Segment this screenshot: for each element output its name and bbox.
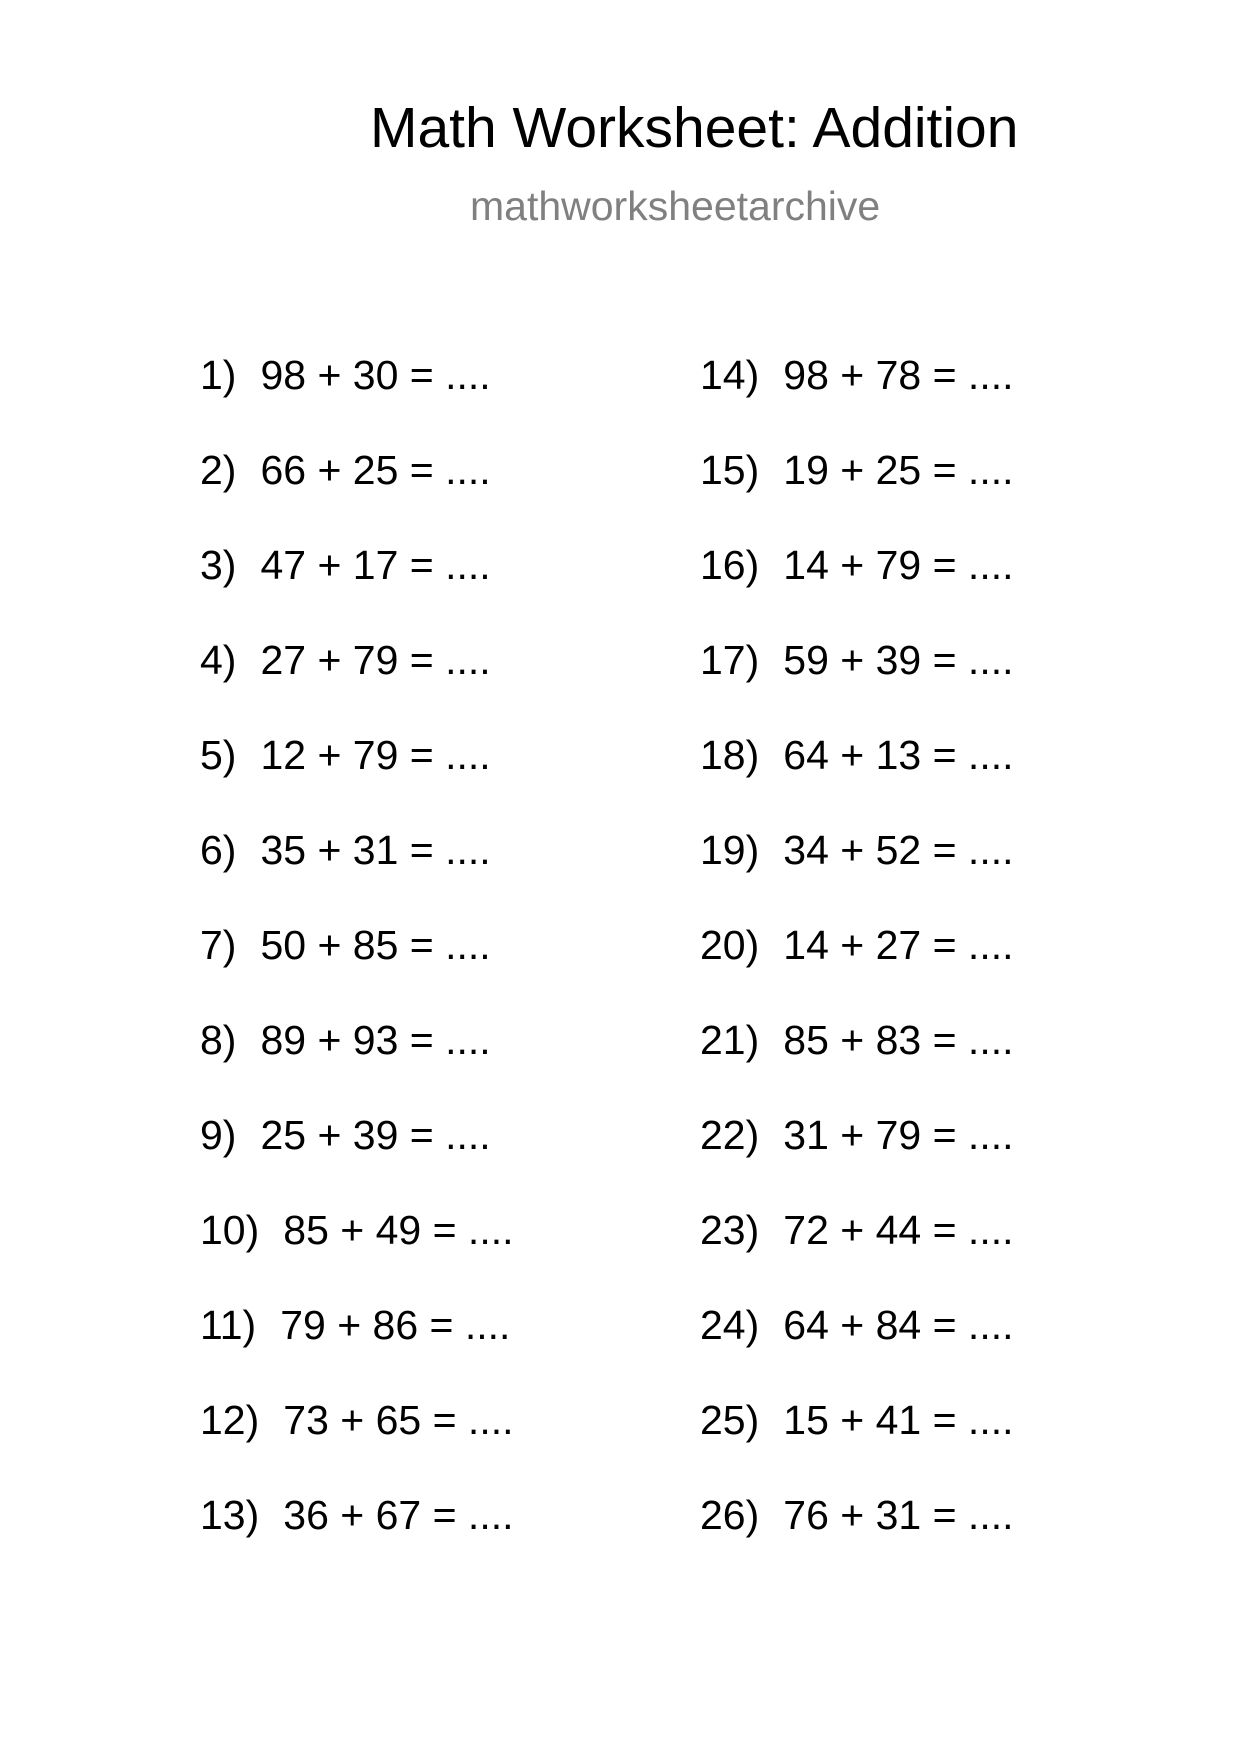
problem-expression: 64 + 84 = ....: [783, 1302, 1014, 1348]
problem-item: [700, 1397, 1014, 1495]
problem-number: 23): [700, 1207, 760, 1253]
problem-expression: 59 + 39 = ....: [783, 637, 1014, 683]
problem-expression: 14 + 27 = ....: [783, 922, 1014, 968]
problem-expression: 64 + 13 = ....: [783, 732, 1014, 778]
problem-number: 14): [700, 352, 760, 398]
problem-item: [700, 1492, 1014, 1590]
problem-number: 25): [700, 1397, 760, 1443]
problem-expression: 50 + 85 = ....: [260, 922, 491, 968]
problem-item: [200, 1112, 514, 1210]
problem-expression: 89 + 93 = ....: [260, 1017, 491, 1063]
problem-number: 13): [200, 1492, 260, 1538]
problem-number: 1): [200, 352, 237, 398]
problem-item: [200, 1492, 514, 1590]
site-name: mathworksheetarchive: [470, 183, 881, 229]
problem-expression: 76 + 31 = ....: [783, 1492, 1014, 1538]
problem-item: [200, 732, 514, 830]
problem-column-left: [200, 352, 514, 1590]
problem-item: [700, 732, 1014, 830]
problem-item: [700, 922, 1014, 1020]
page-title: Math Worksheet: Addition: [370, 96, 1019, 160]
problem-item: [700, 637, 1014, 735]
problem-expression: 98 + 30 = ....: [260, 352, 491, 398]
problem-expression: 73 + 65 = ....: [283, 1397, 514, 1443]
problem-expression: 98 + 78 = ....: [783, 352, 1014, 398]
problem-number: 24): [700, 1302, 760, 1348]
problem-item: [200, 352, 514, 450]
problem-expression: 47 + 17 = ....: [260, 542, 491, 588]
problem-number: 26): [700, 1492, 760, 1538]
problem-expression: 79 + 86 = ....: [280, 1302, 511, 1348]
problem-expression: 25 + 39 = ....: [260, 1112, 491, 1158]
problem-number: 4): [200, 637, 237, 683]
problem-number: 3): [200, 542, 237, 588]
problem-number: 21): [700, 1017, 760, 1063]
problem-item: [200, 447, 514, 545]
problem-expression: 72 + 44 = ....: [783, 1207, 1014, 1253]
problem-number: 22): [700, 1112, 760, 1158]
problem-number: 9): [200, 1112, 237, 1158]
problem-item: [700, 1112, 1014, 1210]
problem-item: [200, 1207, 514, 1305]
problem-number: 19): [700, 827, 760, 873]
problem-expression: 36 + 67 = ....: [283, 1492, 514, 1538]
problem-item: [200, 827, 514, 925]
problem-expression: 35 + 31 = ....: [260, 827, 491, 873]
problem-number: 10): [200, 1207, 260, 1253]
problem-column-right: [700, 352, 1014, 1590]
problem-number: 16): [700, 542, 760, 588]
problem-item: [700, 827, 1014, 925]
problem-number: 11): [200, 1302, 257, 1348]
problem-number: 17): [700, 637, 760, 683]
problem-expression: 12 + 79 = ....: [260, 732, 491, 778]
problem-item: [700, 1302, 1014, 1400]
problem-item: [700, 352, 1014, 450]
problem-number: 6): [200, 827, 237, 873]
problem-number: 5): [200, 732, 237, 778]
problem-expression: 34 + 52 = ....: [783, 827, 1014, 873]
problem-expression: 85 + 49 = ....: [283, 1207, 514, 1253]
problem-expression: 85 + 83 = ....: [783, 1017, 1014, 1063]
problem-number: 8): [200, 1017, 237, 1063]
problem-number: 12): [200, 1397, 260, 1443]
problem-expression: 19 + 25 = ....: [783, 447, 1014, 493]
problem-item: [700, 542, 1014, 640]
problem-item: [200, 1302, 514, 1400]
problem-expression: 31 + 79 = ....: [783, 1112, 1014, 1158]
problem-item: [200, 542, 514, 640]
problem-expression: 15 + 41 = ....: [783, 1397, 1014, 1443]
problem-expression: 27 + 79 = ....: [260, 637, 491, 683]
problem-expression: 14 + 79 = ....: [783, 542, 1014, 588]
problem-item: [200, 1397, 514, 1495]
problem-number: 18): [700, 732, 760, 778]
problem-number: 7): [200, 922, 237, 968]
problem-number: 20): [700, 922, 760, 968]
problem-number: 15): [700, 447, 760, 493]
problem-expression: 66 + 25 = ....: [260, 447, 491, 493]
problem-item: [200, 922, 514, 1020]
problem-item: [700, 1017, 1014, 1115]
problem-item: [700, 447, 1014, 545]
problem-item: [200, 1017, 514, 1115]
problem-item: [200, 637, 514, 735]
problem-number: 2): [200, 447, 237, 493]
problem-item: [700, 1207, 1014, 1305]
